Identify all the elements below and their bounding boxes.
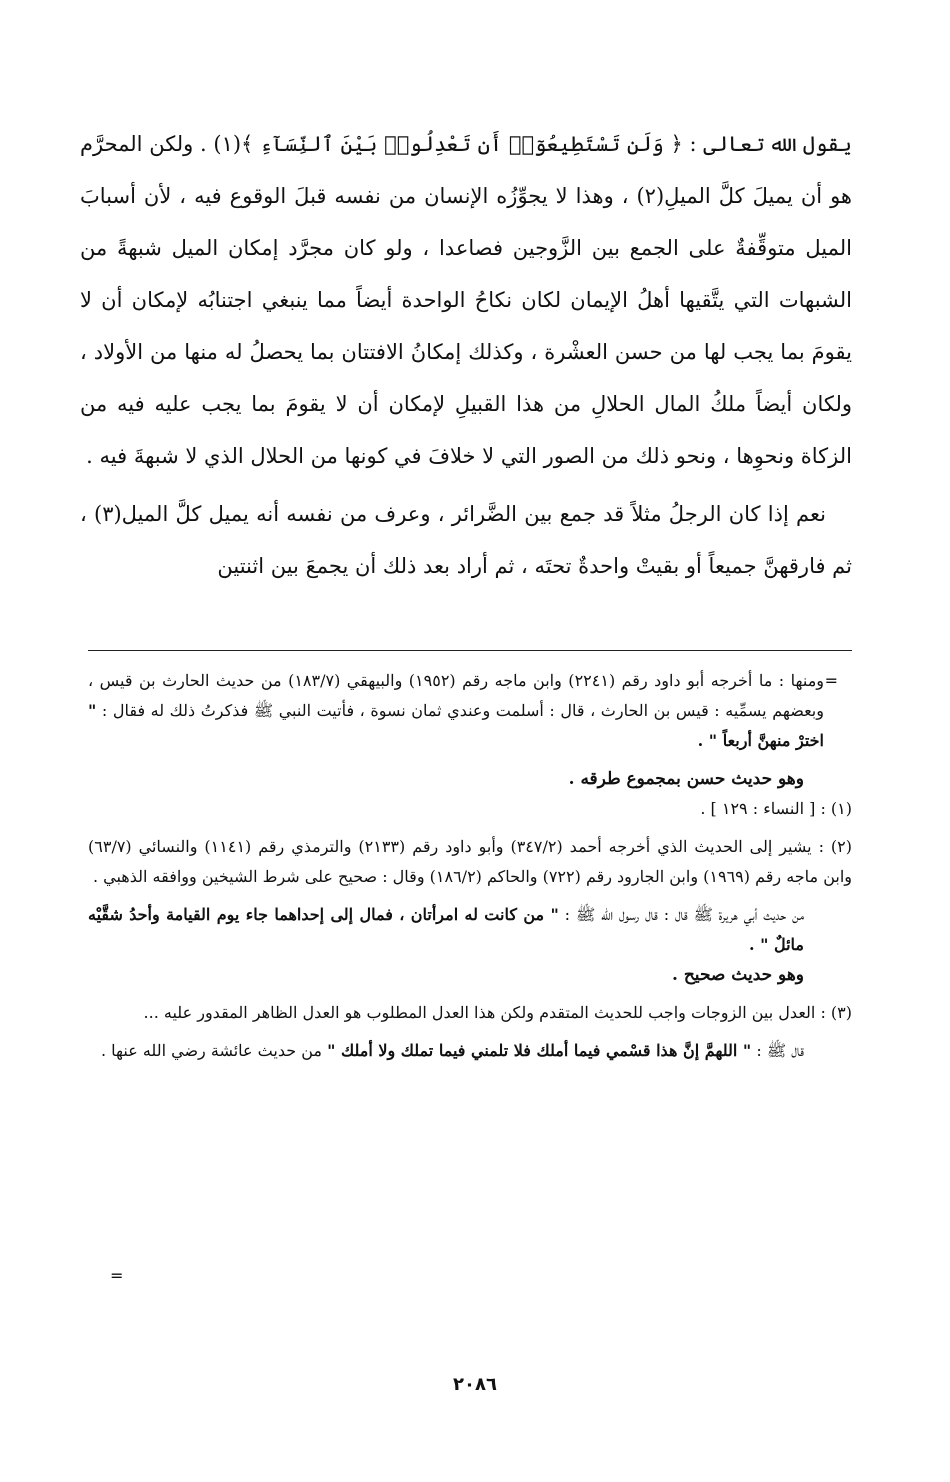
main-paragraph-2: نعم إذا كان الرجلُ مثلاً قد جمع بين الضَّرائر ، وعرف من نفسه أنه يميل كلَّ الميل(٣) ، ثم فارقهنَّ جميعاً أو بقيتْ واحدةٌ تحتَه ، ثم أراد بعد ذلك أن يجمعَ بين اثنتين: [80, 502, 852, 578]
end-continuation-marker: =: [110, 1266, 124, 1285]
footnote-separator: [88, 650, 852, 651]
footnote-2: (٢) : يشير إلى الحديث الذي أخرجه أحمد (٣٤٧/٢) وأبو داود رقم (٢١٣٣) والترمذي رقم (١١٤١) والنسائي (٦٣/٧) وابن ماجه رقم (١٩٦٩) وابن الجارود رقم (٧٢٢) والحاكم (١٨٦/٢) وقال : صحيح على شرط الشيخين ووافقه الذهبي .: [88, 837, 853, 886]
footnote-2-grade: وهو حديث صحيح .: [672, 965, 804, 985]
footnote-3-hadith: قال ﷺ : " اللهمَّ إنَّ هذا قسْمي فيما أملك فلا تلمني فيما تملك ولا أملك " من حديث عائشة رضي الله عنها .: [100, 1041, 804, 1060]
footnote-grade: وهو حديث حسن بمجموع طرقه .: [568, 769, 804, 789]
footnote-3: (٣) : العدل بين الزوجات واجب للحديث المتقدم ولكن هذا العدل المطلوب هو العدل الظاهر المقدور عليه ...: [143, 1003, 852, 1022]
footnote-1: (١) : [ النساء : ١٢٩ ] .: [700, 799, 852, 818]
main-paragraph-1: يقول الله تعالى : ﴿ وَلَن تَسْتَطِيعُوٓا۟ أَن تَعْدِلُوا۟ بَيْنَ ٱلنِّسَآءِ ﴾(١) . ولكن المحرَّم هو أن يميلَ كلَّ الميلِ(٢) ، وهذا لا يجوِّزُه الإنسان من نفسه قبلَ الوقوع فيه ، لأن أسبابَ الميل متوقِّفةٌ على الجمع بين الزَّوجين فصاعدا ، ولو كان مجرَّد إمكان الميل شبهةً من الشبهات التي يتَّقيها أهلُ الإيمان لكان نكاحُ الواحدة أيضاً مما ينبغي اجتنابُه لإمكان أن لا يقومَ بما يجب لها من حسن العشْرة ، وكذلك إمكانُ الافتتان بما يحصلُ له منها من الأولاد ، ولكان أيضاً ملكُ المال الحلالِ من هذا القبيلِ لإمكان أن لا يقومَ بما يجب عليه فيه من الزكاة ونحوِها ، ونحو ذلك من الصور التي لا خلافَ في كونها من الحلال الذي لا شبهةَ فيه .: [80, 132, 852, 468]
footnote-2-quote: " من كانت له امرأتان ، فمال إلى إحداهما جاء يوم القيامة وأحدُ شقَّيْه مائلٌ " .: [88, 905, 804, 954]
footnote-3-quote: " اللهمَّ إنَّ هذا قسْمي فيما أملك فلا تلمني فيما تملك ولا أملك ": [327, 1041, 752, 1060]
continuation-marker: =: [824, 671, 838, 690]
footnote-quote: " اخترْ منهنَّ أربعاً " .: [88, 701, 824, 750]
footnotes: [88, 666, 852, 1066]
main-text: [80, 118, 852, 592]
footnote-2-hadith: من حديث أبي هريرة ﷺ قال : قال رسول الله ﷺ : " من كانت له امرأتان ، فمال إلى إحداهما جاء يوم القيامة وأحدُ شقَّيْه مائلٌ " .: [88, 905, 805, 954]
page-number: ٢٠٨٦: [453, 1374, 497, 1395]
footnote-continuation: ومنها : ما أخرجه أبو داود رقم (٢٢٤١) وابن ماجه رقم (١٩٥٢) والبيهقي (١٨٣/٧) من حديث الحارث بن قيس ، وبعضهم يسمِّيه : قيس بن الحارث ، قال : أسلمت وعندي ثمان نسوة ، فأتيت النبي ﷺ فذكرتُ ذلك له فقال : " اخترْ منهنَّ أربعاً " .: [88, 671, 824, 750]
